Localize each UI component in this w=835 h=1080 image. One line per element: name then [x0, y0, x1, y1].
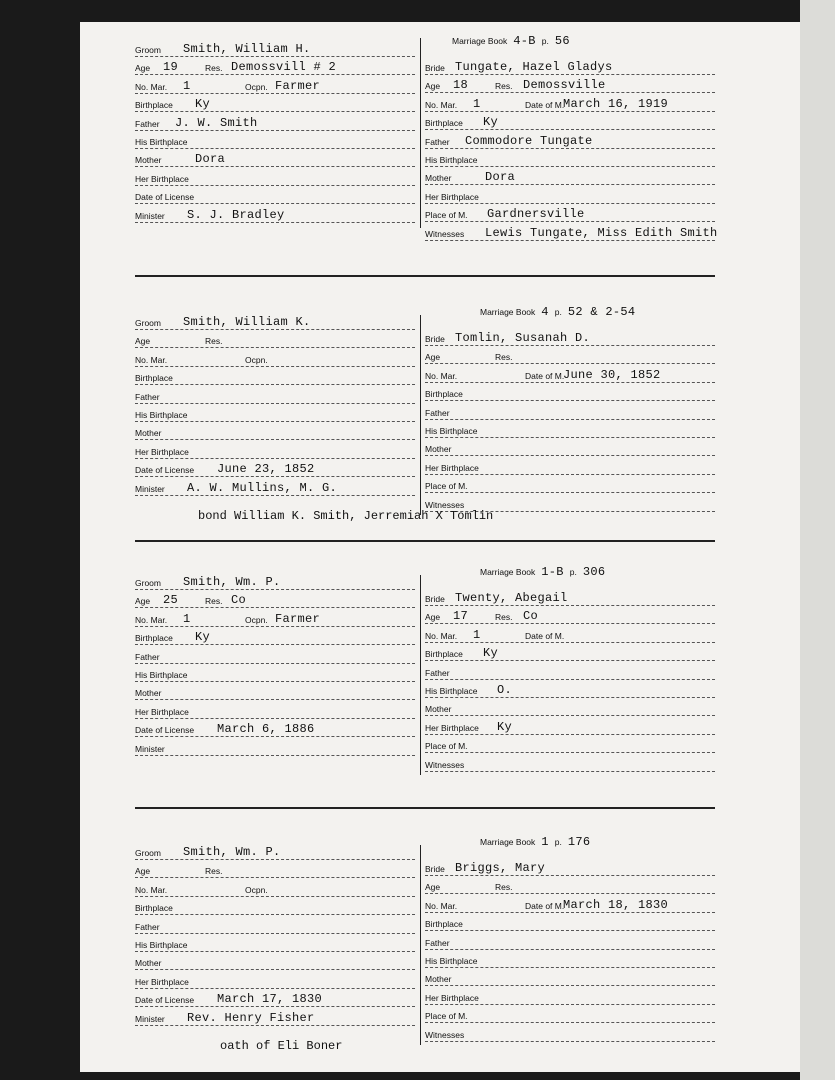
bride-mother-line [425, 437, 715, 456]
groom-birthplace-line [135, 626, 415, 645]
field-label: Res. [495, 352, 513, 363]
bride-her-birthplace-line [425, 716, 715, 735]
groom-no-mar: 1 [183, 78, 191, 93]
groom-father: J. W. Smith [175, 115, 258, 130]
groom-name: Smith, William H. [183, 42, 311, 56]
field-label: No. Mar. [135, 614, 168, 625]
groom-his-birthplace-line [135, 130, 415, 149]
field-label: Minister [135, 210, 165, 221]
groom-mother-line [135, 681, 415, 700]
groom-column [135, 311, 415, 521]
bride-name-line [425, 327, 715, 346]
field-label: Her Birthplace [425, 462, 479, 473]
field-label: Age [425, 612, 441, 623]
groom-date-of-license-line [135, 458, 415, 477]
bride-no-mar-line [425, 364, 715, 383]
bride-birthplace-line [425, 642, 715, 661]
marriage-book-ref [480, 565, 611, 579]
field-label: Bride [425, 63, 445, 73]
groom-date-of-license: March 17, 1830 [217, 992, 323, 1007]
groom-father-line [135, 915, 415, 934]
bride-res: Demossville [523, 78, 606, 93]
groom-her-birthplace-line [135, 970, 415, 989]
bride-column [425, 857, 715, 1057]
bride-no-mar-line [425, 93, 715, 112]
bride-name: Twenty, Abegail [455, 591, 568, 605]
groom-date-of-license-line [135, 988, 415, 1007]
bride-place-of-m-line [425, 1004, 715, 1023]
field-label: Her Birthplace [135, 976, 189, 987]
groom-minister-line [135, 477, 415, 496]
page-number: 56 [554, 34, 570, 48]
field-label: No. Mar. [425, 99, 458, 110]
bride-column [425, 56, 718, 256]
field-label: No. Mar. [135, 81, 168, 92]
groom-his-birthplace-line [135, 663, 415, 682]
bride-mother-line [425, 697, 715, 716]
groom-age-line [135, 589, 415, 608]
groom-column [135, 38, 415, 248]
bride-no-mar: 1 [473, 627, 481, 642]
field-label: Ocpn. [245, 614, 268, 625]
groom-ocpn: Farmer [275, 611, 321, 626]
groom-birthplace-line [135, 93, 415, 112]
bride-witnesses-line [425, 753, 715, 772]
bride-no-mar-line [425, 894, 715, 913]
groom-his-birthplace-line [135, 403, 415, 422]
record-separator [135, 807, 715, 809]
groom-name-line [135, 841, 415, 860]
bride-birthplace-line [425, 382, 715, 401]
field-label: Bride [425, 594, 445, 604]
marriage-record [80, 32, 800, 272]
field-label: Her Birthplace [135, 446, 189, 457]
bride-her-birthplace: Ky [497, 719, 513, 734]
page-label: p. [554, 837, 562, 847]
bride-his-birthplace-line [425, 419, 715, 438]
bride-age-line [425, 345, 715, 364]
field-label: Date of M. [525, 630, 565, 641]
field-label: Father [135, 391, 160, 402]
field-label: Father [425, 667, 450, 678]
bride-father: Commodore Tungate [465, 133, 593, 148]
field-label: No. Mar. [425, 900, 458, 911]
groom-ocpn: Farmer [275, 78, 321, 93]
field-label: Father [425, 136, 450, 147]
field-label: Birthplace [425, 389, 463, 400]
page-number: 306 [582, 565, 606, 579]
bride-her-birthplace-line [425, 986, 715, 1005]
groom-father-line [135, 112, 415, 131]
page-label: p. [554, 307, 562, 317]
bride-her-birthplace-line [425, 185, 715, 204]
field-label: Res. [205, 336, 223, 347]
marriage-record [80, 817, 800, 1057]
record-separator [135, 275, 715, 277]
groom-name-line [135, 311, 415, 330]
bride-father-line [425, 401, 715, 420]
bride-his-birthplace-line [425, 949, 715, 968]
field-label: Ocpn. [245, 354, 268, 365]
field-label: Her Birthplace [425, 992, 479, 1003]
field-label: His Birthplace [425, 686, 478, 696]
groom-father-line [135, 385, 415, 404]
bride-age-line [425, 74, 715, 93]
bride-father-line [425, 130, 715, 149]
field-label: Res. [495, 612, 513, 623]
marriage-book-ref [480, 835, 596, 849]
bride-father-line [425, 661, 715, 680]
field-label: Birthplace [135, 903, 173, 914]
field-label: Mother [425, 974, 452, 985]
groom-res: Co [231, 593, 247, 608]
field-label: Mother [135, 688, 162, 699]
groom-birthplace: Ky [195, 97, 211, 112]
groom-mother: Dora [195, 152, 226, 167]
field-label: Date of License [135, 192, 195, 203]
bride-date-of-m: March 18, 1830 [563, 897, 669, 912]
bride-his-birthplace-line [425, 679, 715, 698]
column-divider [420, 315, 421, 515]
field-label: Groom [135, 578, 161, 588]
bride-age-line [425, 605, 715, 624]
bride-place-of-m-line [425, 734, 715, 753]
field-label: Age [135, 336, 151, 347]
field-label: Father [425, 937, 450, 948]
groom-father-line [135, 645, 415, 664]
bride-place-of-m-line [425, 474, 715, 493]
field-label: Place of M. [425, 210, 468, 221]
marriage-book-number: 4 [541, 305, 549, 319]
field-label: Minister [135, 743, 165, 754]
field-label: No. Mar. [135, 884, 168, 895]
field-label: Place of M. [425, 1011, 468, 1022]
bride-name-line [425, 857, 715, 876]
bride-date-of-m: March 16, 1919 [563, 96, 669, 111]
page-number: 52 & 2-54 [567, 305, 636, 319]
field-label: Ocpn. [245, 884, 268, 895]
bride-witnesses-line [425, 1023, 715, 1042]
groom-name-line [135, 571, 415, 590]
page-number: 176 [567, 835, 591, 849]
field-label: Age [425, 882, 441, 893]
groom-res: Demossvill # 2 [231, 60, 337, 75]
field-label: Groom [135, 318, 161, 328]
groom-her-birthplace-line [135, 167, 415, 186]
bride-name: Tomlin, Susanah D. [455, 331, 591, 345]
groom-mother-line [135, 148, 415, 167]
field-label: Witnesses [425, 499, 465, 510]
field-label: Ocpn. [245, 81, 268, 92]
field-label: Date of M. [525, 370, 565, 381]
field-label: His Birthplace [425, 956, 478, 966]
field-label: Bride [425, 864, 445, 874]
bride-birthplace: Ky [483, 646, 499, 661]
groom-name: Smith, Wm. P. [183, 845, 281, 859]
groom-age: 25 [163, 593, 179, 608]
field-label: Birthplace [135, 373, 173, 384]
field-label: Groom [135, 45, 161, 55]
bride-age-line [425, 875, 715, 894]
column-divider [420, 38, 421, 228]
field-label: Minister [135, 1013, 165, 1024]
groom-column [135, 841, 415, 1051]
groom-minister: Rev. Henry Fisher [187, 1010, 315, 1025]
bride-place-of-m-line [425, 203, 715, 222]
groom-her-birthplace-line [135, 700, 415, 719]
field-label: Her Birthplace [135, 173, 189, 184]
bride-her-birthplace-line [425, 456, 715, 475]
field-label: Res. [205, 866, 223, 877]
marriage-book-number: 1 [541, 835, 549, 849]
groom-no-mar-line [135, 608, 415, 627]
bride-name-line [425, 56, 715, 75]
bride-name-line [425, 587, 715, 606]
field-label: Birthplace [135, 633, 173, 644]
field-label: Res. [205, 63, 223, 74]
field-label: Birthplace [425, 118, 463, 129]
marriage-book-label: Marriage Book [452, 36, 508, 46]
field-label: Age [425, 352, 441, 363]
field-label: No. Mar. [425, 630, 458, 641]
field-label: Mother [135, 958, 162, 969]
groom-date-of-license: June 23, 1852 [217, 462, 315, 477]
field-label: His Birthplace [135, 940, 188, 950]
groom-his-birthplace-line [135, 933, 415, 952]
bride-witnesses-line [425, 222, 718, 241]
field-label: No. Mar. [425, 370, 458, 381]
field-label: His Birthplace [135, 410, 188, 420]
bride-mother-line [425, 967, 715, 986]
scan-edge [800, 0, 835, 1080]
groom-no-mar: 1 [183, 611, 191, 626]
field-label: Father [135, 651, 160, 662]
field-label: Age [135, 866, 151, 877]
field-label: Her Birthplace [425, 722, 479, 733]
marriage-book-label: Marriage Book [480, 567, 536, 577]
groom-name: Smith, William K. [183, 315, 311, 329]
groom-name-line [135, 38, 415, 57]
marriage-book-number: 1-B [541, 565, 564, 579]
groom-minister-line [135, 737, 415, 756]
field-label: His Birthplace [425, 426, 478, 436]
marriage-book-number: 4-B [513, 34, 536, 48]
bride-no-mar: 1 [473, 96, 481, 111]
field-label: Age [135, 596, 151, 607]
field-label: Mother [425, 444, 452, 455]
bride-his-birthplace: O. [497, 683, 513, 697]
field-label: Age [135, 63, 151, 74]
bride-age: 17 [453, 609, 469, 624]
field-label: Father [135, 118, 160, 129]
field-label: Her Birthplace [135, 706, 189, 717]
field-label: Age [425, 81, 441, 92]
groom-age-line [135, 56, 415, 75]
groom-minister: A. W. Mullins, M. G. [187, 480, 338, 495]
field-label: Date of M. [525, 99, 565, 110]
page-label: p. [541, 36, 549, 46]
field-label: Date of License [135, 465, 195, 476]
groom-date-of-license-line [135, 718, 415, 737]
field-label: Res. [495, 882, 513, 893]
bride-name: Briggs, Mary [455, 861, 546, 875]
field-label: Date of M. [525, 900, 565, 911]
groom-mother-line [135, 951, 415, 970]
bride-res: Co [523, 609, 539, 624]
bride-age: 18 [453, 78, 469, 93]
groom-age-line [135, 329, 415, 348]
field-label: Witnesses [425, 228, 465, 239]
groom-age: 19 [163, 60, 179, 75]
groom-birthplace-line [135, 896, 415, 915]
record-separator [135, 540, 715, 542]
field-label: Witnesses [425, 759, 465, 770]
bride-date-of-m: June 30, 1852 [563, 367, 661, 382]
field-label: Res. [495, 81, 513, 92]
field-label: Mother [135, 155, 162, 166]
groom-mother-line [135, 421, 415, 440]
groom-age-line [135, 859, 415, 878]
field-label: Father [135, 921, 160, 932]
field-label: Father [425, 407, 450, 418]
field-label: Her Birthplace [425, 191, 479, 202]
field-label: His Birthplace [425, 155, 478, 165]
bride-mother: Dora [485, 170, 516, 185]
groom-no-mar-line [135, 75, 415, 94]
column-divider [420, 845, 421, 1045]
field-label: Res. [205, 596, 223, 607]
field-label: Birthplace [425, 649, 463, 660]
column-divider [420, 575, 421, 775]
bride-father-line [425, 931, 715, 950]
marriage-book-ref [480, 305, 641, 319]
bride-birthplace-line [425, 111, 715, 130]
field-label: Minister [135, 483, 165, 494]
bride-column [425, 587, 715, 787]
groom-date-of-license-line [135, 185, 415, 204]
marriage-record-page [80, 22, 800, 1072]
bride-his-birthplace-line [425, 148, 715, 167]
field-label: Groom [135, 848, 161, 858]
groom-minister: S. J. Bradley [187, 207, 285, 222]
bride-birthplace: Ky [483, 115, 499, 130]
bride-place-of-m: Gardnersville [487, 207, 585, 222]
groom-no-mar-line [135, 878, 415, 897]
groom-birthplace: Ky [195, 630, 211, 645]
field-label: Date of License [135, 995, 195, 1006]
groom-minister-line [135, 1007, 415, 1026]
record-note: oath of Eli Boner [220, 1039, 343, 1053]
groom-name: Smith, Wm. P. [183, 575, 281, 589]
field-label: Mother [135, 428, 162, 439]
bride-birthplace-line [425, 912, 715, 931]
field-label: Date of License [135, 725, 195, 736]
marriage-book-label: Marriage Book [480, 307, 536, 317]
groom-date-of-license: March 6, 1886 [217, 722, 315, 737]
groom-birthplace-line [135, 366, 415, 385]
record-note: bond William K. Smith, Jerremiah X Tomlin [198, 509, 494, 523]
field-label: Mother [425, 704, 452, 715]
field-label: Place of M. [425, 481, 468, 492]
groom-no-mar-line [135, 348, 415, 367]
marriage-record [80, 287, 800, 527]
groom-minister-line [135, 204, 415, 223]
field-label: Birthplace [425, 919, 463, 930]
field-label: Witnesses [425, 1029, 465, 1040]
bride-name: Tungate, Hazel Gladys [455, 60, 613, 74]
field-label: Place of M. [425, 741, 468, 752]
bride-column [425, 327, 715, 527]
field-label: No. Mar. [135, 354, 168, 365]
bride-mother-line [425, 166, 715, 185]
bride-no-mar-line [425, 624, 715, 643]
marriage-record [80, 547, 800, 787]
groom-column [135, 571, 415, 781]
field-label: His Birthplace [135, 670, 188, 680]
field-label: Bride [425, 334, 445, 344]
bride-witnesses: Lewis Tungate, Miss Edith Smith [485, 225, 718, 240]
field-label: His Birthplace [135, 137, 188, 147]
page-label: p. [569, 567, 577, 577]
marriage-book-label: Marriage Book [480, 837, 536, 847]
groom-her-birthplace-line [135, 440, 415, 459]
field-label: Mother [425, 173, 452, 184]
field-label: Birthplace [135, 100, 173, 111]
marriage-book-ref [452, 34, 576, 48]
